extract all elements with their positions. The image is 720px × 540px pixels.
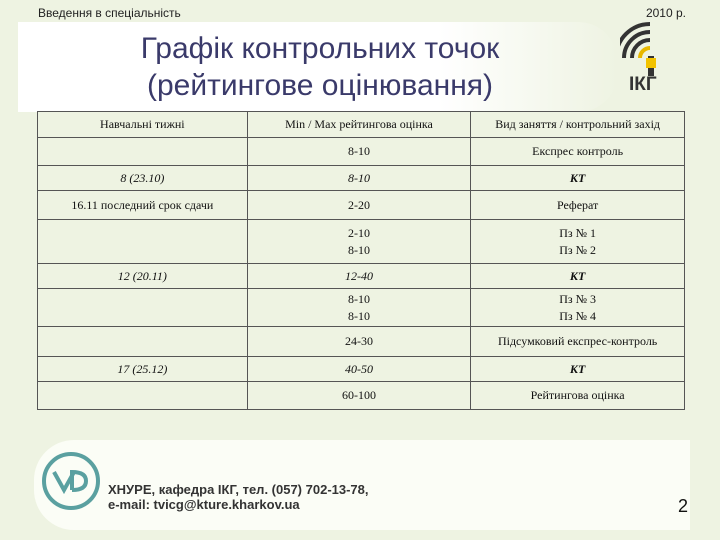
table-row	[38, 357, 685, 382]
table-row	[38, 289, 685, 327]
cell-kind: Експрес контроль	[471, 138, 685, 166]
cell-score: 24-30	[247, 327, 471, 357]
footer-email: e-mail: tvicg@kture.kharkov.ua	[108, 497, 300, 512]
cell-kind: Рейтингова оцінка	[471, 382, 685, 410]
cell-score: 8-10 8-10	[247, 289, 471, 327]
cell-week	[38, 138, 248, 166]
cell-score: 2-20	[247, 191, 471, 220]
cell-week: 17 (25.12)	[38, 357, 248, 382]
cell-score: 8-10	[247, 166, 471, 191]
table-header-row	[38, 112, 685, 138]
cell-score: 12-40	[247, 264, 471, 289]
cell-score: 2-10 8-10	[247, 220, 471, 264]
cell-kind: КТ	[471, 264, 685, 289]
footer-contacts	[108, 482, 369, 512]
course-name: Введення в спеціальність	[38, 6, 181, 20]
cell-score: 40-50	[247, 357, 471, 382]
cell-week	[38, 220, 248, 264]
checkpoint-table	[37, 111, 685, 410]
title-line-2: (рейтингове оцінювання)	[146, 69, 494, 102]
cell-week	[38, 289, 248, 327]
page-number: 2	[677, 496, 688, 516]
year-label: 2010 р.	[645, 6, 686, 20]
cell-score: 60-100	[247, 382, 471, 410]
table-row	[38, 382, 685, 410]
slide-title	[40, 30, 600, 104]
table-row	[38, 138, 685, 166]
footer-line-1: ХНУРЕ, кафедра ІКГ, тел. (057) 702-13-78,	[108, 482, 369, 497]
cell-week	[38, 327, 248, 357]
header-score: Min / Max рейтингова оцінка	[247, 112, 471, 138]
cell-week: 8 (23.10)	[38, 166, 248, 191]
university-emblem-icon	[40, 450, 102, 512]
cell-kind: Пз № 3 Пз № 4	[471, 289, 685, 327]
cell-week: 12 (20.11)	[38, 264, 248, 289]
cell-week: 16.11 последний срок сдачи	[38, 191, 248, 220]
cell-kind: Реферат	[471, 191, 685, 220]
header-weeks: Навчальні тижні	[38, 112, 248, 138]
cell-kind: Підсумковий експрес-контроль	[471, 327, 685, 357]
table-row	[38, 220, 685, 264]
table-row	[38, 327, 685, 357]
table-row	[38, 264, 685, 289]
table-row	[38, 166, 685, 191]
cell-kind: КТ	[471, 357, 685, 382]
title-line-1: Графік контрольних точок	[140, 32, 500, 65]
cell-week	[38, 382, 248, 410]
logo-text: ІКГ	[629, 74, 657, 95]
cell-kind: КТ	[471, 166, 685, 191]
cell-score: 8-10	[247, 138, 471, 166]
table-row	[38, 191, 685, 220]
header-kind: Вид заняття / контрольний захід	[471, 112, 685, 138]
cell-kind: Пз № 1 Пз № 2	[471, 220, 685, 264]
